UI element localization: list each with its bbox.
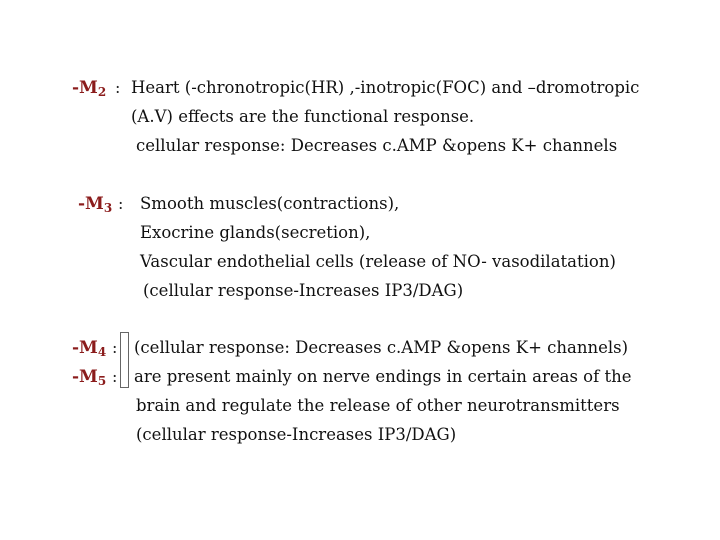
separator: :	[118, 194, 124, 213]
m4-line-1: (cellular response: Decreases c.AMP &opens K+ channels)	[134, 338, 629, 357]
receptor-label-m5	[72, 367, 106, 391]
receptor-subscript: 2	[97, 85, 107, 99]
m3-line-2: Exocrine glands(secretion),	[140, 223, 371, 242]
receptor-prefix: -M	[72, 78, 98, 98]
right-bracket	[124, 332, 129, 388]
receptor-label-m4	[72, 338, 106, 362]
receptor-prefix: -M	[78, 194, 104, 214]
separator: :	[112, 338, 118, 357]
separator: :	[115, 78, 121, 97]
m2-line-1: Heart (-chronotropic(HR) ,-inotropic(FOC) and –dromotropic	[131, 78, 640, 97]
m5-line-2: brain and regulate the release of other neurotransmitters	[136, 396, 620, 415]
m2-line-2: (A.V) effects are the functional response.	[131, 107, 475, 126]
m3-line-4: (cellular response-Increases IP3/DAG)	[143, 281, 464, 300]
m2-line-3: cellular response: Decreases c.AMP &opens K+ channels	[136, 136, 618, 155]
receptor-subscript: 4	[97, 345, 107, 359]
receptor-subscript: 5	[97, 374, 107, 388]
m3-line-3: Vascular endothelial cells (release of NO- vasodilatation)	[140, 252, 616, 271]
receptor-prefix: -M	[72, 338, 98, 358]
m5-line-3: (cellular response-Increases IP3/DAG)	[136, 425, 457, 444]
m3-line-1: Smooth muscles(contractions),	[140, 194, 400, 213]
receptor-label-m2	[72, 78, 106, 102]
receptor-prefix: -M	[72, 367, 98, 387]
receptor-subscript: 3	[103, 201, 113, 215]
receptor-label-m3	[78, 194, 112, 218]
m5-line-1: are present mainly on nerve endings in certain areas of the	[134, 367, 632, 386]
separator: :	[112, 367, 118, 386]
